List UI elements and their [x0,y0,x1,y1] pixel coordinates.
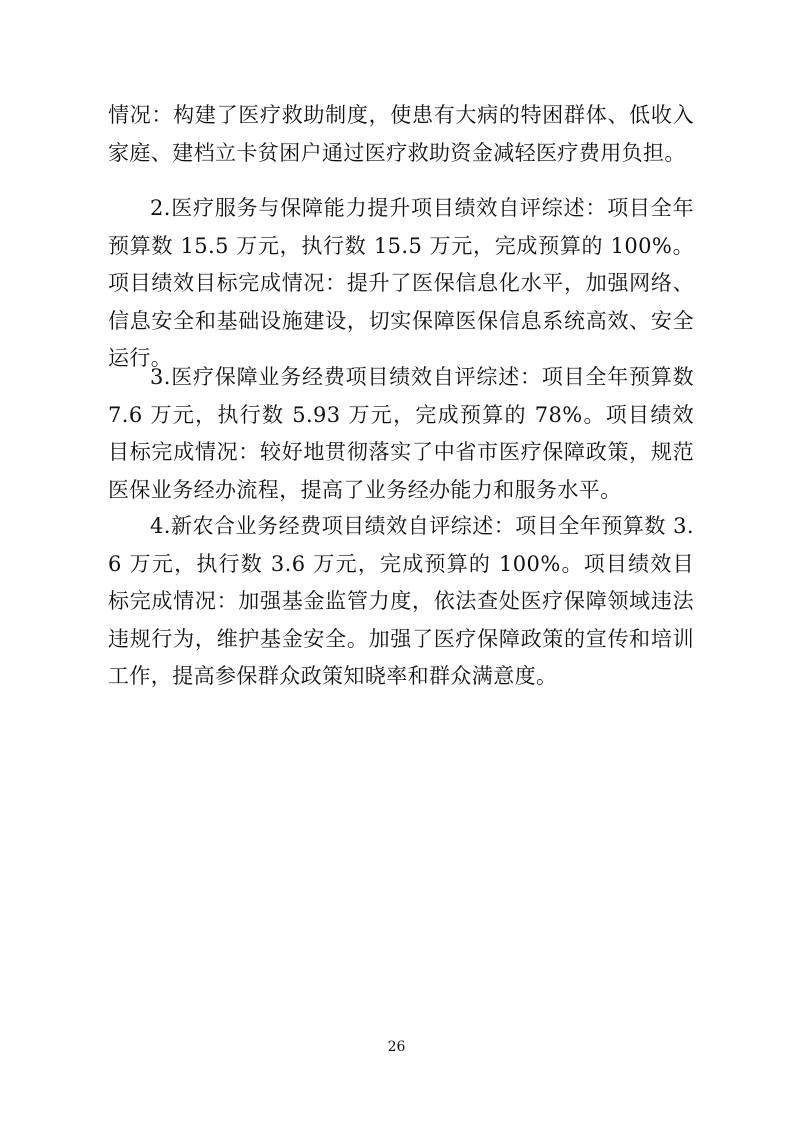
paragraph-medical-aid-continuation: 情况：构建了医疗救助制度，使患有大病的特困群体、低收入家庭、建档立卡贫困户通过医疗救助资金减轻医疗费用负担。 [108,103,694,165]
paragraph-medical-security-business-funds: 3.医疗保障业务经费项目绩效自评综述：项目全年预算数 7.6 万元，执行数 5.93 万元，完成预算的 78%。项目绩效目标完成情况：较好地贯彻落实了中省市医疗保障政策，规范医保业务经办流程，提高了业务经办能力和服务水平。 [108,365,694,502]
paragraph-rural-cooperative-business-funds: 4.新农合业务经费项目绩效自评综述：项目全年预算数 3.6 万元，执行数 3.6 万元，完成预算的 100%。项目绩效目标完成情况：加强基金监管力度，依法查处医疗保障领域违法违规行为，维护基金安全。加强了医疗保障政策的宣传和培训工作，提高参保群众政策知晓率和群众满意度。 [108,514,694,688]
page-number: 26 [387,1039,406,1055]
paragraph-medical-service-capacity: 2.医疗服务与保障能力提升项目绩效自评综述：项目全年预算数 15.5 万元，执行数 15.5 万元，完成预算的 100%。项目绩效目标完成情况：提升了医保信息化水平，加强网络、信息安全和基础设施建设，切实保障医保信息系统高效、安全运行。 [108,196,694,370]
